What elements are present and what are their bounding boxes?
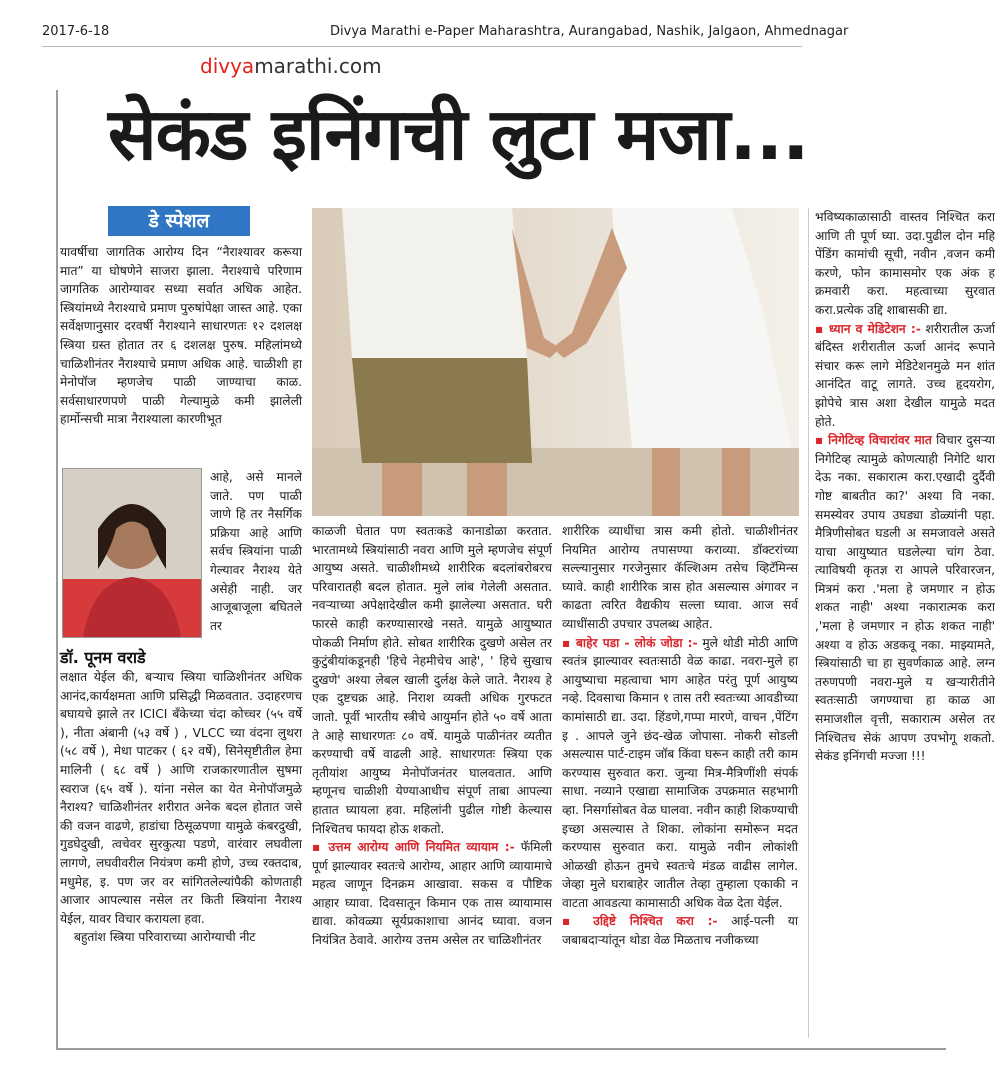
header-divider <box>42 46 802 47</box>
paragraph-text: फॅमिली पूर्ण झाल्यावर स्वतःचे आरोग्य, आहार आणि व्यायामाचे महत्व जाणून दिनक्रम आखावा. सकस व पौष्टिक आहार घ्यावा. दिवसातून किमान एक तास व्यायामास द्यावा. कोवळ्या सूर्यप्रकाशाचा आनंद घ्यावा. वजन नियंत्रित ठेवावे. आरोग्य उत्तम असेल तर चाळिशीनंतर <box>312 840 552 948</box>
paragraph: भविष्यकाळासाठी वास्तव निश्चित करा आणि ती पूर्ण घ्या. उदा.पुढील दोन महि पेंडिंग कामांची सूची, नवीन ,वजन कमी करणे, फोन कामासमोर एक अंक ह क्रमवारी करा. महत्वाच्या सुरवात करा.प्रत्येक उद्दि शाबासकी द्या. <box>815 210 995 317</box>
author-photo <box>62 468 202 638</box>
article-column-1-top <box>60 243 302 429</box>
paragraph <box>562 912 798 949</box>
paragraph <box>815 431 995 766</box>
paragraph: आहे, असे मानले जाते. पण पाळी जाणे हि तर नैसर्गिक प्रक्रिया आहे आणि सर्वच स्त्रियांना पाळी गेल्यावर नैराश्य येते असेही नाही. जर आजूबाजूला बघितले तर <box>210 470 302 633</box>
couple-holding-hands-illustration <box>312 208 799 516</box>
paragraph: बहुतांश स्त्रिया परिवाराच्या आरोग्याची नीट <box>74 930 256 945</box>
subheading-negative-thoughts: निगेटिव्ह विचारांवर मात <box>828 433 932 448</box>
paragraph: लक्षात येईल की, बऱ्याच स्त्रिया चाळिशीनंतर अधिक आनंद,कार्यक्षमता आणि प्रसिद्धी मिळवतात. उदाहरणच बघायचे झाले तर ICICI बँकेच्या चंदा कोच्चर (५५ वर्षे ), नीता अंबानी (५३ वर्षे ) , VLCC च्या वंदना लुथरा (५८ वर्षे ), मेधा पाटकर ( ६२ वर्षे), सिनेसृष्टीतील हेमा मालिनी ( ६८ वर्षे ) आणि राजकारणातील सुषमा स्वराज (६५ वर्षे ). यांना नसेल का येत मेनोपॉजमुळे नैराश्य? चाळिशीनंतर शरीरात अनेक बदल होतात जसे की वजन वाढणे, हाडांचा ठिसूळपणा यामुळे कंबरदुखी, गुडघेदुखी, त्वचेवर सुरकुत्या पडणे, वारंवार लघवीला लागणे, लघवीवरील नियंत्रण कमी होणे, उच्च रक्तदाब, मधुमेह, इ. पण जर वर सांगितलेल्यांपैकी कोणताही आजार आपल्यास नसेल तर किती स्त्रियांना नैराश्य येईल, यावर विचार करायला हवा. <box>60 670 302 926</box>
paragraph-text: विचार दुसऱ्या निगेटिव्ह त्यामुळे कोणत्याही निगेटि थारा देऊ नका. सकारात्म करा.एखादी दुर्दैवी गोष्ट बाबतीत का?' अश्या वि नका. समस्येवर उपाय उघड्या डोळ्यांनी पहा. मैत्रिणीसोबत घडली अ समजावले असते याचा आयुष्यात घडलेल्या चांग ठेवा. त्याविषयी कृतज्ञ रा आपले परिवारजन, मित्रमं करा .'मला हे जमणार न होऊ शकत नाही' अश्या नकारात्मक करा ,'मला हे जमणार न होऊ शकत नाही' अश्या व होऊ अडकवू नका. माझ्यामते, स्त्रियांसाठी चा हा सुवर्णकाळ आहे. लग्न तरुणपणी नवरा-मुले य खऱ्यारीतीने स्वतःसाठी जगण्याचा हा काळ आ समाजशील वृत्ती, सकारात्म असेल तर निश्चितच सेकं आपण उपभोगू शकतो. सेकंड इनिंगची मज्जा !!! <box>815 433 995 764</box>
paragraph: शारीरिक व्याधींचा त्रास कमी होतो. चाळीशीनंतर नियमित आरोग्य तपासण्या कराव्या. डॉक्टरांच्या सल्ल्यानुसार गरजेनुसार कॅल्शिअम तसेच व्हिटॅमिन्स घ्यावे. काही शारीरिक त्रास होत असल्यास अंगावर न काढता त्वरित वैद्यकीय सल्ला घ्यावा. आज सर्व व्याधींसाठी उपचार उपलब्ध आहेत. <box>562 524 798 631</box>
article-headline: सेकंड इनिंगची लुटा मजा... <box>108 92 809 176</box>
bullet-icon: ▪ <box>312 840 329 855</box>
logo-part-marathi: marathi.com <box>254 54 382 78</box>
article-column-2 <box>312 522 552 950</box>
bullet-icon: ▪ <box>562 635 576 650</box>
paragraph-text: शरीरातील ऊर्जा बंदिस्त शरीरातील ऊर्जा आनंद रूपाने संचार करू लागे मेडिटेशनमुळे मन शांत आनंदित वाटू लागते. उच्च हृदयरोग, झोपेचे त्रास अशा देखील यामुळे मदत होते. <box>815 321 995 429</box>
paragraph <box>815 320 995 432</box>
paragraph: यावर्षीचा जागतिक आरोग्य दिन “नैराश्यावर करूया मात” या घोषणेने साजरा झाला. नैराश्याचे परिणाम जागतिक आरोग्यावर सध्या सर्वात अधिक आहेत. स्त्रियांमध्ये नैराश्याचे प्रमाण पुरुषांपेक्षा जास्त आहे. एका सर्वेक्षणानुसार दरवर्षी नैराश्याने साधारणतः १२ दशलक्ष स्त्रिया ग्रस्त होतात तर ६ दशलक्ष पुरुष. महिलांमध्ये चाळिशीनंतर नैराश्याचे प्रमाण अधिक आहे. चाळीशी हा मेनोपॉज म्हणजेच पाळी जाण्याचा काळ. सर्वसाधारणपणे पाळी गेल्यामुळे कमी झालेली हार्मोन्सची मात्रा नैराश्याला कारणीभूत <box>60 245 302 427</box>
paragraph <box>562 634 798 913</box>
paragraph-text: मुले थोडी मोठी आणि स्वतंत्र झाल्यावर स्वतःसाठी वेळ काढा. नवरा-मुले हा आयुष्याचा महत्वाचा भाग आहेत परंतु पूर्ण आयुष्य नव्हे. दिवसाचा किमान १ तास तरी स्वतःच्या आवडीच्या कामांसाठी द्या. उदा. हिंडणे,गप्पा मारणे, वाचन ,पेंटिंग इ . आपले जुने छंद-खेळ जोपासा. नोकरी सोडली असल्यास पार्ट-टाइम जॉब किंवा घरून काही तरी काम करण्यास सुरुवात करा. जुन्या मित्र-मैत्रिणींशी संपर्क साधा. नव्याने एखाद्या सामाजिक उपक्रमात सहभागी व्हा. निसर्गासोबत वेळ घालवा. नवीन काही शिकण्याची इच्छा असल्यास ते शिका. लोकांना समोरून मदत करण्यास सुरुवात करा. यामुळे नवीन लोकांशी ओळखी होऊन तुमचे स्वतःचे मंडळ वाढीस लागेल. जेव्हा मुले घराबाहेर जातील तेव्हा तुम्हाला एकाकी न वाटता आवडत्या कामासाठी अधिक वेळ देता येईल. <box>562 635 798 910</box>
bullet-icon: ▪ <box>562 914 594 929</box>
article-column-1-side <box>210 468 302 635</box>
author-name: डॉ. पूनम वराडे <box>60 648 146 667</box>
bullet-icon: ▪ <box>815 321 829 336</box>
section-badge: डे स्पेशल <box>108 206 250 236</box>
subheading-meditation: ध्यान व मेडिटेशन :- <box>828 321 921 336</box>
hero-photo <box>312 208 799 516</box>
subheading-health: उत्तम आरोग्य आणि नियमित व्यायाम :- <box>328 840 515 855</box>
site-logo[interactable] <box>200 54 382 78</box>
article-column-4 <box>815 208 995 766</box>
paragraph-text: आई-पत्नी या जबाबदाऱ्यांतून थोडा वेळ मिळताच नजीकच्या <box>562 914 798 948</box>
epaper-title: Divya Marathi e-Paper Maharashtra, Aurangabad, Nashik, Jalgaon, Ahmednagar <box>330 24 849 39</box>
article-column-3 <box>562 522 798 950</box>
article-column-1-bottom <box>60 668 302 947</box>
logo-part-divya: divya <box>200 54 255 78</box>
bullet-icon: ▪ <box>815 433 829 448</box>
author-photo-icon <box>63 469 201 637</box>
paragraph <box>312 838 552 950</box>
subheading-goals: उद्दिष्टे निश्चित करा :- <box>593 914 718 929</box>
column-divider <box>808 208 809 1038</box>
epaper-date: 2017-6-18 <box>42 24 110 39</box>
paragraph: काळजी घेतात पण स्वतःकडे कानाडोळा करतात. भारतामध्ये स्त्रियांसाठी नवरा आणि मुले म्हणजेच संपूर्ण आयुष्य असते. चाळीशीमध्ये शारीरिक बदलांबरोबरच परिवारातही बदल होतात. मुले लांब गेलेली असतात. नवऱ्याच्या अपेक्षादेखील कमी झालेल्या असतात. घरी फारसे काही करण्यासारखे नसते. यामुळे आयुष्यात पोकळी निर्माण होते. सोबत शारीरिक दुखणे असेल तर कुटुंबीयांकडूनही 'हिचे नेहमीचेच आहे', ' हिचे सुखाच दुखणे' अश्या लेबल खाली दुर्लक्ष केले जाते. नैराश्य हे एक दुष्टचक्र आहे. निराश व्यक्ती अधिक गुरफटत जातो. पूर्वी भारतीय स्त्रीचे आयुर्मान होते ५० वर्षे आता ते आहे साधारणतः ८० वर्षे. यामुळे पाळीनंतर व्यतीत करण्याची वर्षे वाढली आहे. साधारणतः स्त्रिया एक तृतीयांश आयुष्य मेनोपॉजनंतर घालवतात. आणि म्हणूनच चाळीशी येण्याआधीच संपूर्ण ताबा आपल्या हातात घ्यायला हवा. महिलांनी पुढील गोष्टी केल्यास निश्चितच फायदा होऊ शकतो. <box>312 524 552 836</box>
subheading-go-out: बाहेर पडा - लोकं जोडा :- <box>575 635 698 650</box>
